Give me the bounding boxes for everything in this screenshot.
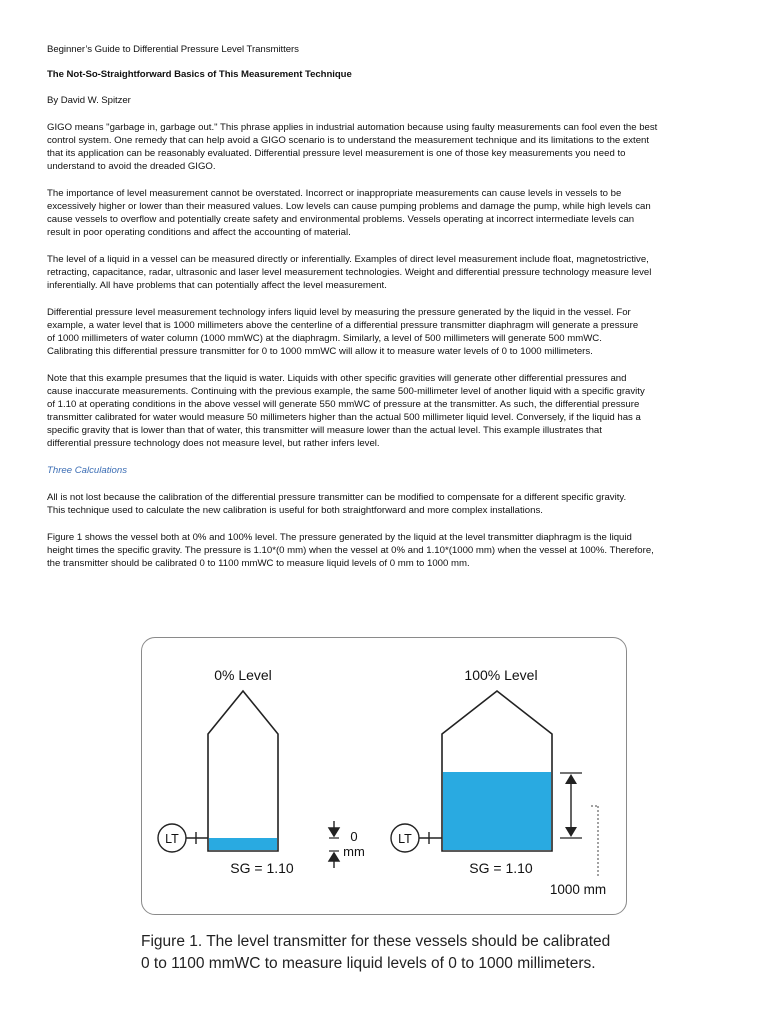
paragraph-line: excessively higher or lower than their measured values. Low levels can cause pumping problems and damage the pump, while high levels can (47, 201, 651, 212)
paragraph-line: GIGO means "garbage in, garbage out." This phrase applies in industrial automation because using faulty measurements can fool even the best (47, 122, 658, 133)
paragraph-line: The importance of level measurement cannot be overstated. Incorrect or inappropriate measurements can cause levels in vessels to be (47, 188, 622, 199)
paragraph-line: result in poor operating conditions and affect the accounting of material. (47, 227, 351, 238)
article (47, 40, 727, 570)
paragraph-line: the transmitter should be calibrated 0 to 1100 mmWC to measure liquid levels of 0 mm to 1000 mm. (47, 558, 470, 569)
left-dim-unit: mm (343, 844, 365, 859)
paragraph (47, 491, 727, 517)
byline: By David W. Spitzer (47, 95, 131, 106)
right-vessel-liquid (443, 772, 551, 850)
paragraph-line: Calibrating this differential pressure transmitter for 0 to 1000 mmWC will allow it to measure water levels of 0 to 1000 millimeters. (47, 346, 593, 357)
left-zero-dimension (329, 821, 339, 868)
paragraph-line: The level of a liquid in a vessel can be measured directly or inferentially. Examples of direct level measurement include float, magnetostrictive, (47, 254, 649, 265)
paragraph (47, 306, 727, 358)
paragraph-line: height times the specific gravity. The pressure is 1.10*(0 mm) when the vessel at 0% and 1.10*(1000 mm) when the vessel at 100%. Therefore, (47, 545, 654, 556)
paragraph (47, 121, 727, 173)
paragraph (47, 253, 727, 292)
paragraph-line: of 1000 millimeters of water column (1000 mmWC) at the diaphragm. Similarly, a level of 500 millimeters will generate 500 mmWC. (47, 333, 602, 344)
right-sg-label: SG = 1.10 (469, 860, 533, 876)
paragraph (47, 372, 727, 450)
vessel-diagram (142, 638, 628, 916)
caption-line-1: Figure 1. The level transmitter for these vessels should be calibrated (141, 933, 611, 950)
paragraph-line: retracting, capacitance, radar, ultrasonic and laser level measurement technologies. Weight and differential pressure technology measure level (47, 267, 652, 278)
paragraph-line: inferentially. All have problems that can potentially affect the level measurement. (47, 280, 387, 291)
right-level-dimension (560, 773, 598, 878)
paragraph-line: example, a water level that is 1000 millimeters above the centerline of a differential pressure transmitter diaphragm will generate a pressure (47, 320, 639, 331)
paragraph-line: cause inaccurate measurements. Continuing with the previous example, the same 500-millimeter level of another liquid with a specific gravity (47, 386, 645, 397)
right-vessel-label: 100% Level (464, 667, 538, 683)
left-sg-label: SG = 1.10 (230, 860, 294, 876)
paragraph-line: Note that this example presumes that the liquid is water. Liquids with other specific gravities will generate other differential pressures and (47, 373, 627, 384)
caption-line-2: 0 to 1100 mmWC to measure liquid levels of 0 to 1000 millimeters. (141, 955, 596, 972)
paragraph-line: understand to avoid the dreaded GIGO. (47, 161, 216, 172)
left-lt-label: LT (165, 832, 179, 846)
body-paragraphs (47, 121, 727, 450)
paragraph-line: transmitter calibrated for water would measure 50 millimeters higher than the actual 500 millimeter liquid level. Conversely, if the liquid has a (47, 412, 641, 423)
section-heading: Three Calculations (47, 465, 127, 476)
document-title: Beginner’s Guide to Differential Pressure Level Transmitters (47, 44, 299, 55)
document-subtitle: The Not-So-Straightforward Basics of This Measurement Technique (47, 69, 352, 80)
paragraph-line: that its application can be reasonably evaluated. Differential pressure level measurement is one of those key measurements you need to (47, 148, 626, 159)
right-dim-value: 1000 mm (549, 882, 607, 897)
paragraph-line: of 1.10 at operating conditions in the above vessel will generate 550 mmWC of pressure at the transmitter. As such, the differential pressure (47, 399, 640, 410)
paragraph-line: Figure 1 shows the vessel both at 0% and 100% level. The pressure generated by the liquid at the level transmitter diaphragm is the liquid (47, 532, 632, 543)
paragraph-line: differential pressure technology does not measure level, but rather infers level. (47, 438, 380, 449)
right-lt-label: LT (398, 832, 412, 846)
left-vessel-label: 0% Level (214, 667, 272, 683)
left-dim-value: 0 (350, 829, 358, 844)
paragraph-line: Differential pressure level measurement technology infers liquid level by measuring the pressure generated by the liquid in the vessel. For (47, 307, 631, 318)
paragraph (47, 531, 727, 570)
left-vessel-liquid (209, 838, 277, 850)
paragraph (47, 187, 727, 239)
paragraph-line: specific gravity that is lower than that of water, this transmitter will measure lower than the actual level. This example illustrates that (47, 425, 602, 436)
left-vessel-outline (208, 691, 278, 851)
paragraph-line: cause vessels to overflow and potentially create safety and environmental problems. Vessels operating at incorrect intermediate levels can (47, 214, 635, 225)
paragraph-line: All is not lost because the calibration of the differential pressure transmitter can be modified to compensate for a different specific gravity. (47, 492, 627, 503)
figure-caption (141, 931, 661, 975)
paragraph-line: control system. One remedy that can help avoid a GIGO scenario is to understand the measurement technique and its limitations to the extent (47, 135, 650, 146)
figure-1-diagram (141, 637, 627, 915)
paragraph-line: This technique used to calculate the new calibration is useful for both straightforward and more complex installations. (47, 505, 543, 516)
body-paragraphs-2 (47, 491, 727, 570)
